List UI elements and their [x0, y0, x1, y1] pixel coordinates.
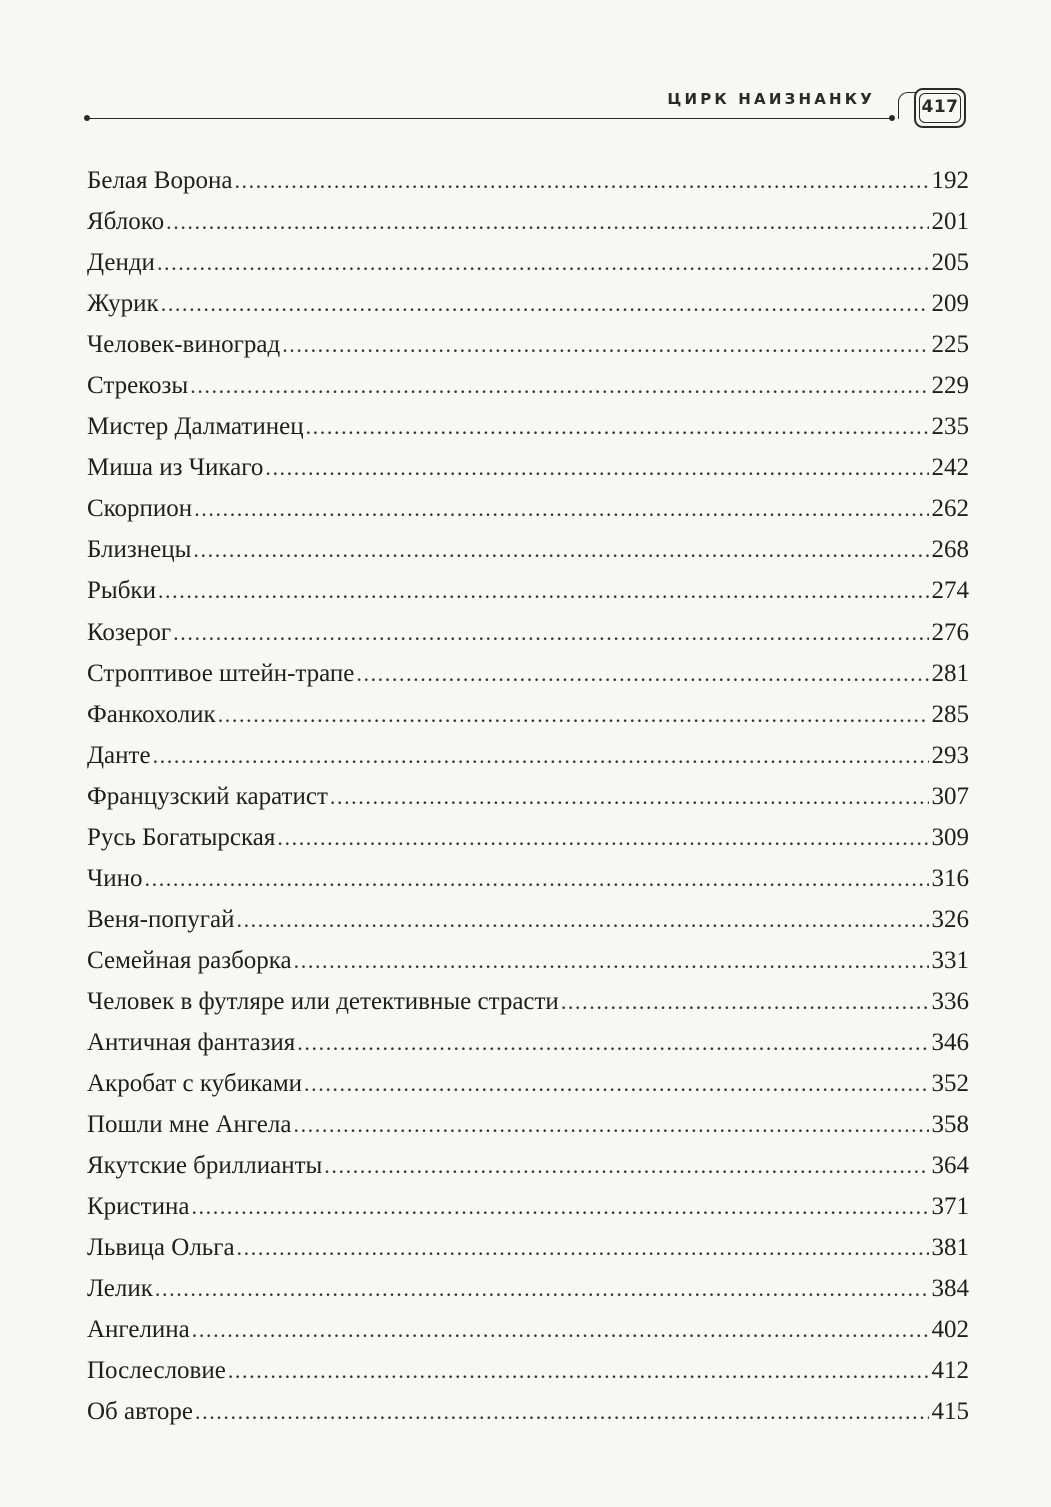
toc-entry-title: Рыбки: [87, 577, 156, 605]
toc-dot-leader: [356, 653, 928, 694]
toc-entry-title: Миша из Чикаго: [87, 454, 264, 482]
toc-dot-leader: [194, 488, 928, 529]
toc-entry: [87, 858, 969, 899]
toc-entry: [87, 1391, 969, 1432]
toc-dot-leader: [561, 981, 929, 1022]
toc-entry: [87, 406, 969, 447]
toc-entry: [87, 283, 969, 324]
toc-dot-leader: [294, 940, 929, 981]
toc-entry: [87, 612, 969, 653]
toc-entry-title: Денди: [87, 249, 155, 277]
toc-dot-leader: [193, 529, 928, 570]
toc-entry-page: 346: [931, 1028, 969, 1056]
toc-entry-title: Пошли мне Ангела: [87, 1111, 292, 1139]
page-number: 417: [921, 97, 959, 117]
toc-entry-page: 276: [931, 618, 969, 646]
toc-entry: [87, 776, 969, 817]
toc-entry-page: 326: [931, 905, 969, 933]
toc-entry: [87, 160, 969, 201]
running-title: ЦИРК НАИЗНАНКУ: [667, 90, 875, 108]
toc-entry-page: 371: [931, 1193, 969, 1221]
toc-entry-title: Якутские бриллианты: [87, 1152, 323, 1180]
toc-dot-leader: [234, 160, 928, 201]
toc-entry-title: Журик: [87, 290, 159, 318]
toc-dot-leader: [282, 324, 928, 365]
toc-entry-page: 285: [931, 700, 969, 728]
toc-dot-leader: [265, 447, 928, 488]
toc-entry-page: 274: [931, 577, 969, 605]
toc-entry-title: Античная фантазия: [87, 1028, 296, 1056]
toc-entry: [87, 1227, 969, 1268]
toc-entry-page: 205: [931, 249, 969, 277]
toc-entry: [87, 570, 969, 611]
toc-entry: [87, 817, 969, 858]
toc-entry: [87, 201, 969, 242]
toc-entry-page: 268: [931, 536, 969, 564]
toc-entry-title: Об авторе: [87, 1398, 193, 1426]
toc-entry-title: Французский каратист: [87, 782, 328, 810]
toc-entry-title: Стрекозы: [87, 372, 189, 400]
toc-entry: [87, 694, 969, 735]
toc-entry: [87, 1350, 969, 1391]
toc-entry-title: Послесловие: [87, 1357, 226, 1385]
toc-entry-page: 229: [931, 372, 969, 400]
toc-dot-leader: [218, 694, 929, 735]
toc-entry-page: 358: [931, 1111, 969, 1139]
toc-entry: [87, 529, 969, 570]
toc-entry-title: Скорпион: [87, 495, 193, 523]
toc-entry: [87, 1022, 969, 1063]
header-rule-dot: [84, 115, 90, 121]
toc-entry-page: 262: [931, 495, 969, 523]
toc-entry: [87, 1104, 969, 1145]
toc-entry-title: Строптивое штейн-трапе: [87, 659, 355, 687]
toc-entry-title: Русь Богатырская: [87, 823, 276, 851]
toc-entry-page: 412: [931, 1357, 969, 1385]
toc-entry-page: 201: [931, 208, 969, 236]
toc-dot-leader: [191, 1186, 928, 1227]
toc-entry-title: Человек в футляре или детективные страсти: [87, 987, 559, 1015]
toc-entry-page: 364: [931, 1152, 969, 1180]
running-header: [86, 80, 971, 132]
toc-entry: [87, 981, 969, 1022]
toc-entry: [87, 653, 969, 694]
toc-entry-title: Акробат с кубиками: [87, 1070, 303, 1098]
toc-entry-page: 331: [931, 946, 969, 974]
toc-entry-page: 384: [931, 1275, 969, 1303]
toc-entry: [87, 1186, 969, 1227]
toc-entry: [87, 488, 969, 529]
toc-entry-title: Львица Ольга: [87, 1234, 235, 1262]
toc-entry-title: Белая Ворона: [87, 167, 233, 194]
toc-entry-title: Мистер Далматинец: [87, 413, 304, 441]
toc-entry-title: Фанкохолик: [87, 700, 216, 728]
toc-dot-leader: [153, 735, 929, 776]
table-of-contents: [87, 160, 969, 1432]
toc-entry: [87, 1145, 969, 1186]
toc-entry: [87, 447, 969, 488]
toc-entry-title: Семейная разборка: [87, 946, 292, 974]
header-rule: [86, 118, 892, 119]
toc-entry-page: 336: [931, 987, 969, 1015]
toc-entry: [87, 1063, 969, 1104]
toc-entry: [87, 1268, 969, 1309]
toc-dot-leader: [190, 365, 928, 406]
toc-dot-leader: [158, 570, 929, 611]
toc-entry-page: 352: [931, 1070, 969, 1098]
toc-entry-page: 381: [931, 1234, 969, 1262]
toc-entry-title: Чино: [87, 864, 143, 892]
toc-dot-leader: [145, 858, 929, 899]
toc-dot-leader: [157, 242, 929, 283]
toc-entry-title: Яблоко: [87, 208, 165, 236]
toc-entry: [87, 1309, 969, 1350]
toc-entry-page: 281: [931, 659, 969, 687]
toc-entry-title: Близнецы: [87, 536, 192, 564]
toc-dot-leader: [293, 1104, 928, 1145]
toc-entry-page: 415: [931, 1398, 969, 1426]
toc-entry: [87, 242, 969, 283]
toc-entry-page: 307: [931, 782, 969, 810]
toc-entry-title: Данте: [87, 741, 151, 769]
toc-dot-leader: [277, 817, 928, 858]
toc-dot-leader: [304, 1063, 928, 1104]
toc-dot-leader: [297, 1022, 928, 1063]
toc-entry-page: 209: [931, 290, 969, 318]
toc-dot-leader: [236, 899, 928, 940]
toc-dot-leader: [306, 406, 929, 447]
toc-dot-leader: [166, 201, 928, 242]
toc-entry-page: 225: [931, 331, 969, 359]
toc-entry-page: 293: [931, 741, 969, 769]
toc-entry-title: Веня-попугай: [87, 905, 235, 933]
toc-entry: [87, 365, 969, 406]
toc-entry-page: 309: [931, 823, 969, 851]
toc-entry-page: 402: [931, 1316, 969, 1344]
toc-dot-leader: [192, 1309, 929, 1350]
toc-entry-title: Козерог: [87, 618, 172, 646]
toc-dot-leader: [237, 1227, 929, 1268]
toc-dot-leader: [155, 1268, 929, 1309]
toc-entry-title: Ангелина: [87, 1316, 190, 1344]
toc-entry-page: 235: [931, 413, 969, 441]
toc-entry: [87, 324, 969, 365]
toc-dot-leader: [173, 612, 928, 653]
toc-entry-page: 192: [931, 167, 969, 194]
toc-dot-leader: [161, 283, 929, 324]
toc-entry: [87, 940, 969, 981]
toc-dot-leader: [195, 1391, 929, 1432]
toc-dot-leader: [324, 1145, 928, 1186]
toc-entry-title: Кристина: [87, 1193, 190, 1221]
toc-dot-leader: [330, 776, 929, 817]
toc-dot-leader: [228, 1350, 929, 1391]
toc-entry: [87, 899, 969, 940]
header-rule-dot: [889, 115, 895, 121]
toc-entry-page: 242: [931, 454, 969, 482]
toc-entry-title: Лелик: [87, 1275, 153, 1303]
toc-entry-title: Человек-виноград: [87, 331, 281, 359]
page-number-frame: [914, 88, 966, 128]
toc-entry-page: 316: [931, 864, 969, 892]
toc-entry: [87, 735, 969, 776]
